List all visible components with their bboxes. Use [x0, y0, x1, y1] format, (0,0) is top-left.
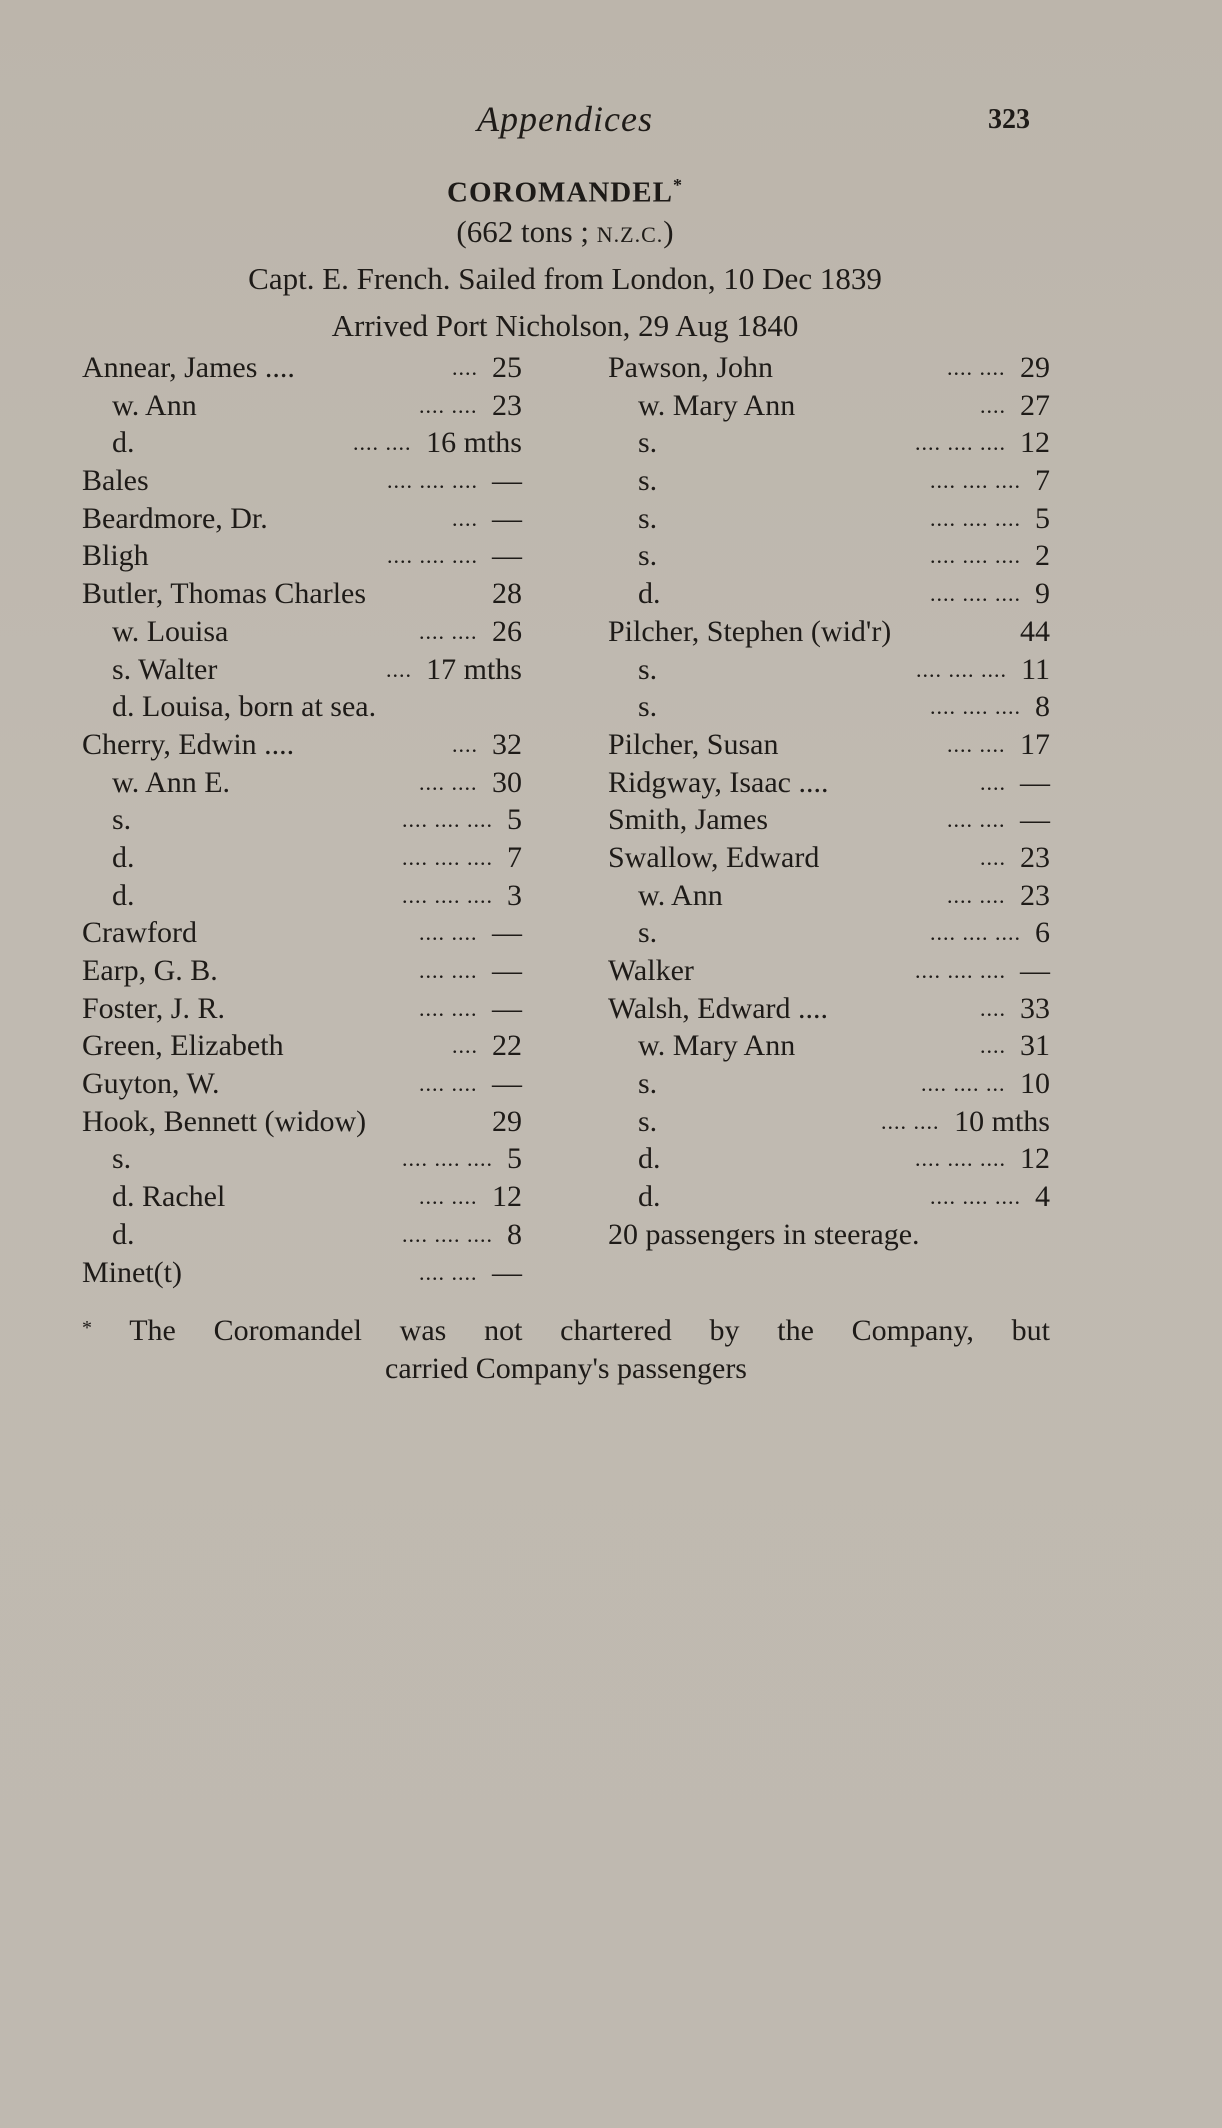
leader-dots: .... ....: [419, 1259, 478, 1285]
passenger-age: 44: [1020, 614, 1050, 648]
passenger-name: s.: [638, 426, 658, 460]
footnote-marker-bottom: *: [82, 1317, 92, 1339]
leader-dots: .... ....: [419, 958, 478, 983]
passenger-age: 29: [1020, 351, 1050, 384]
leader-dots: .... ....: [419, 1184, 478, 1210]
passenger-row: [82, 839, 522, 877]
passenger-name: Ridgway, Isaac ....: [608, 765, 829, 799]
passenger-age: 12: [1020, 1142, 1050, 1176]
passenger-name: d.: [638, 577, 661, 611]
leader-dots: .... .... ....: [915, 958, 1006, 983]
passenger-name: w. Ann: [112, 388, 197, 422]
passenger-row: [608, 914, 1050, 952]
ship-name: [0, 162, 1130, 208]
passenger-row: [608, 651, 1050, 689]
passenger-name: s.: [638, 1067, 658, 1101]
leader-dots: .... .... ....: [402, 807, 493, 833]
passenger-age: 27: [1020, 388, 1050, 422]
passenger-name: 20 passengers in steerage.: [608, 1217, 920, 1251]
leader-dots: .... .... ....: [402, 844, 493, 870]
passenger-name: Crawford: [82, 916, 197, 950]
leader-dots: ....: [980, 995, 1006, 1021]
passenger-name: d.: [638, 1180, 661, 1214]
passenger-row: [608, 877, 1050, 915]
passenger-row: [608, 839, 1050, 877]
passenger-row: [608, 424, 1050, 462]
leader-dots: .... ....: [419, 392, 478, 418]
leader-dots: .... .... ....: [915, 430, 1006, 456]
passenger-row: [608, 349, 1050, 387]
passenger-age: —: [492, 991, 522, 1025]
passenger-name: Foster, J. R.: [82, 991, 225, 1025]
passenger-name: s.: [638, 464, 658, 498]
passenger-row: [608, 1140, 1050, 1178]
passenger-age: 9: [1035, 577, 1050, 611]
passenger-row: [82, 651, 522, 689]
passenger-age: 10 mths: [954, 1104, 1050, 1138]
passenger-age: 29: [492, 1104, 522, 1138]
leader-dots: .... .... ....: [930, 1184, 1021, 1210]
page-number: 323: [988, 104, 1030, 135]
passenger-age: —: [1020, 954, 1050, 987]
company-abbreviation: N.Z.C.: [596, 222, 664, 247]
passenger-age: —: [1020, 765, 1050, 799]
leader-dots: .... .... ...: [921, 1071, 1006, 1097]
passenger-row: [608, 537, 1050, 575]
leader-dots: ....: [980, 769, 1006, 795]
passenger-age: —: [492, 539, 522, 573]
passenger-row: [82, 537, 522, 575]
passenger-row: [608, 990, 1050, 1028]
passenger-age: 6: [1035, 916, 1050, 950]
leader-dots: .... ....: [947, 355, 1006, 380]
passenger-name: Walsh, Edward ....: [608, 991, 829, 1025]
passenger-age: 4: [1035, 1180, 1050, 1214]
tonnage-close: ): [663, 214, 674, 249]
leader-dots: .... ....: [947, 731, 1006, 757]
passenger-row: [608, 952, 1050, 990]
passenger-age: 25: [492, 351, 522, 384]
ship-name-text: COROMANDEL: [447, 176, 673, 209]
passenger-row: [82, 349, 522, 387]
passenger-row: [82, 387, 522, 425]
passenger-age: 7: [507, 840, 522, 874]
passenger-name: w. Ann: [638, 878, 723, 912]
passenger-row: [82, 877, 522, 915]
ship-tonnage: [0, 208, 1130, 255]
passenger-name: Annear, James ....: [82, 351, 295, 384]
passenger-name: Green, Elizabeth: [82, 1029, 284, 1063]
running-head: [0, 98, 1130, 146]
ship-heading: [0, 162, 1130, 349]
passenger-name: Butler, Thomas Charles: [82, 577, 367, 611]
passenger-age: 31: [1020, 1029, 1050, 1063]
leader-dots: .... .... ....: [387, 468, 478, 494]
passenger-age: 17: [1020, 727, 1050, 761]
passenger-row: [82, 1216, 522, 1254]
passenger-row: [608, 387, 1050, 425]
passenger-name: Cherry, Edwin ....: [82, 727, 295, 761]
passenger-age: 3: [507, 878, 522, 912]
passenger-age: 8: [1035, 690, 1050, 724]
passenger-name: Earp, G. B.: [82, 954, 218, 987]
passenger-row: [82, 1178, 522, 1216]
leader-dots: ....: [452, 355, 478, 380]
passenger-row: [82, 613, 522, 651]
voyage-line: Capt. E. French. Sailed from London, 10 Dec 1839: [248, 261, 882, 296]
passenger-row: [82, 914, 522, 952]
passenger-age: 23: [1020, 840, 1050, 874]
passenger-name: Beardmore, Dr.: [82, 501, 268, 535]
passenger-age: 8: [507, 1217, 522, 1251]
passenger-row: [82, 1065, 522, 1103]
tonnage-text: (662 tons ;: [456, 214, 590, 249]
passenger-row: [608, 1027, 1050, 1065]
leader-dots: .... ....: [881, 1108, 940, 1134]
passenger-age: 28: [492, 577, 522, 611]
passenger-name: s.: [638, 690, 658, 724]
passenger-row: [82, 801, 522, 839]
passenger-name: d.: [112, 878, 135, 912]
passenger-name: w. Mary Ann: [638, 388, 796, 422]
passenger-name: d.: [638, 1142, 661, 1176]
leader-dots: .... ....: [419, 769, 478, 795]
passenger-age: 16 mths: [426, 426, 522, 460]
passenger-row: [608, 801, 1050, 839]
passenger-age: 33: [1020, 991, 1050, 1025]
leader-dots: .... ....: [419, 920, 478, 946]
leader-dots: .... .... ....: [916, 656, 1007, 682]
passenger-age: —: [492, 501, 522, 535]
passenger-name: s.: [638, 501, 658, 535]
leader-dots: .... ....: [947, 882, 1006, 908]
passenger-name: Swallow, Edward: [608, 840, 820, 874]
leader-dots: .... .... ....: [387, 543, 478, 569]
passenger-row: [608, 575, 1050, 613]
running-title: Appendices: [477, 99, 653, 139]
passenger-row: [82, 500, 522, 538]
leader-dots: .... ....: [353, 430, 412, 456]
passenger-age: 7: [1035, 464, 1050, 498]
passenger-age: 12: [492, 1180, 522, 1214]
passenger-name: Pilcher, Susan: [608, 727, 779, 761]
passenger-row: [82, 764, 522, 802]
passenger-name: w. Louisa: [112, 614, 229, 648]
passenger-row: [608, 462, 1050, 500]
passenger-name: s.: [638, 1104, 658, 1138]
passenger-age: 23: [1020, 878, 1050, 912]
passenger-row: [82, 688, 522, 726]
arrival-line: Arrived Port Nicholson, 29 Aug 1840: [331, 308, 799, 343]
passenger-row: [82, 1140, 522, 1178]
passenger-row: [82, 952, 522, 990]
passenger-column-right: [608, 349, 1050, 1254]
passenger-name: s.: [638, 539, 658, 573]
passenger-age: 23: [492, 388, 522, 422]
leader-dots: .... .... ....: [930, 920, 1021, 946]
passenger-age: 26: [492, 614, 522, 648]
leader-dots: .... .... ....: [402, 1146, 493, 1172]
passenger-row: [608, 726, 1050, 764]
passenger-name: Minet(t): [82, 1255, 182, 1289]
leader-dots: ....: [452, 505, 478, 531]
leader-dots: .... .... ....: [402, 1221, 493, 1247]
footnote-marker: *: [672, 175, 683, 195]
leader-dots: .... .... ....: [930, 581, 1021, 607]
passenger-row: [82, 726, 522, 764]
passenger-age: —: [492, 1067, 522, 1101]
passenger-name: s.: [112, 1142, 132, 1176]
passenger-row: [82, 575, 522, 613]
passenger-row: [608, 1178, 1050, 1216]
passenger-row: [82, 462, 522, 500]
passenger-row: [608, 1065, 1050, 1103]
leader-dots: .... ....: [419, 995, 478, 1021]
passenger-name: Walker: [608, 954, 694, 987]
passenger-name: Hook, Bennett (widow): [82, 1104, 367, 1138]
passenger-row: [82, 1103, 522, 1141]
passenger-row: [608, 1103, 1050, 1141]
passenger-name: Pawson, John: [608, 351, 774, 384]
leader-dots: .... .... ....: [915, 1146, 1006, 1172]
passenger-name: w. Ann E.: [112, 765, 231, 799]
passenger-name: Bligh: [82, 539, 149, 573]
passenger-name: s.: [638, 652, 658, 686]
passenger-row: [82, 1254, 522, 1292]
footnote-line-2: carried Company's passengers: [385, 1352, 747, 1385]
passenger-row: [608, 764, 1050, 802]
passenger-row: [82, 990, 522, 1028]
leader-dots: ....: [980, 1033, 1006, 1059]
passenger-row: [82, 1027, 522, 1065]
passenger-age: 5: [507, 803, 522, 837]
passenger-name: Guyton, W.: [82, 1067, 220, 1101]
leader-dots: .... ....: [419, 1071, 478, 1097]
leader-dots: ....: [980, 844, 1006, 870]
passenger-name: Pilcher, Stephen (wid'r): [608, 614, 892, 648]
passenger-age: 11: [1021, 652, 1050, 686]
passenger-age: —: [492, 1255, 522, 1289]
passenger-age: 32: [492, 727, 522, 761]
passenger-age: 17 mths: [426, 652, 522, 686]
passenger-row: [608, 688, 1050, 726]
passenger-age: 5: [507, 1142, 522, 1176]
leader-dots: ....: [452, 731, 478, 757]
passenger-age: —: [492, 954, 522, 987]
footnote-text-1: The Coromandel was not chartered by the Company, but: [129, 1314, 1050, 1347]
leader-dots: .... ....: [419, 618, 478, 644]
passenger-age: —: [1020, 803, 1050, 837]
passenger-age: 10: [1020, 1067, 1050, 1101]
passenger-column-left: [82, 349, 522, 1291]
footnote-line-1: [82, 1309, 1050, 1350]
leader-dots: ....: [980, 392, 1006, 418]
passenger-name: w. Mary Ann: [638, 1029, 796, 1063]
leader-dots: .... .... ....: [930, 543, 1021, 569]
passenger-name: d. Rachel: [112, 1180, 226, 1214]
passenger-row: [608, 613, 1050, 651]
passenger-row: [82, 424, 522, 462]
passenger-age: —: [492, 916, 522, 950]
leader-dots: .... .... ....: [930, 505, 1021, 531]
leader-dots: ....: [386, 656, 412, 682]
passenger-name: d.: [112, 1217, 135, 1251]
passenger-age: —: [492, 464, 522, 498]
footnote: [82, 1309, 1050, 1388]
passenger-row: [608, 500, 1050, 538]
passenger-age: 22: [492, 1029, 522, 1063]
passenger-name: s. Walter: [112, 652, 218, 686]
passenger-age: 12: [1020, 426, 1050, 460]
passenger-name: Bales: [82, 464, 149, 498]
passenger-age: 30: [492, 765, 522, 799]
passenger-age: 2: [1035, 539, 1050, 573]
leader-dots: .... .... ....: [930, 468, 1021, 494]
passenger-name: Smith, James: [608, 803, 769, 837]
passenger-row: [608, 1216, 1050, 1254]
passenger-name: d.: [112, 840, 135, 874]
passenger-name: d. Louisa, born at sea.: [112, 690, 377, 724]
passenger-name: s.: [638, 916, 658, 950]
leader-dots: ....: [452, 1033, 478, 1059]
leader-dots: .... .... ....: [402, 882, 493, 908]
leader-dots: .... ....: [947, 807, 1006, 833]
passenger-name: s.: [112, 803, 132, 837]
passenger-age: 5: [1035, 501, 1050, 535]
passenger-name: d.: [112, 426, 135, 460]
leader-dots: .... .... ....: [930, 694, 1021, 720]
